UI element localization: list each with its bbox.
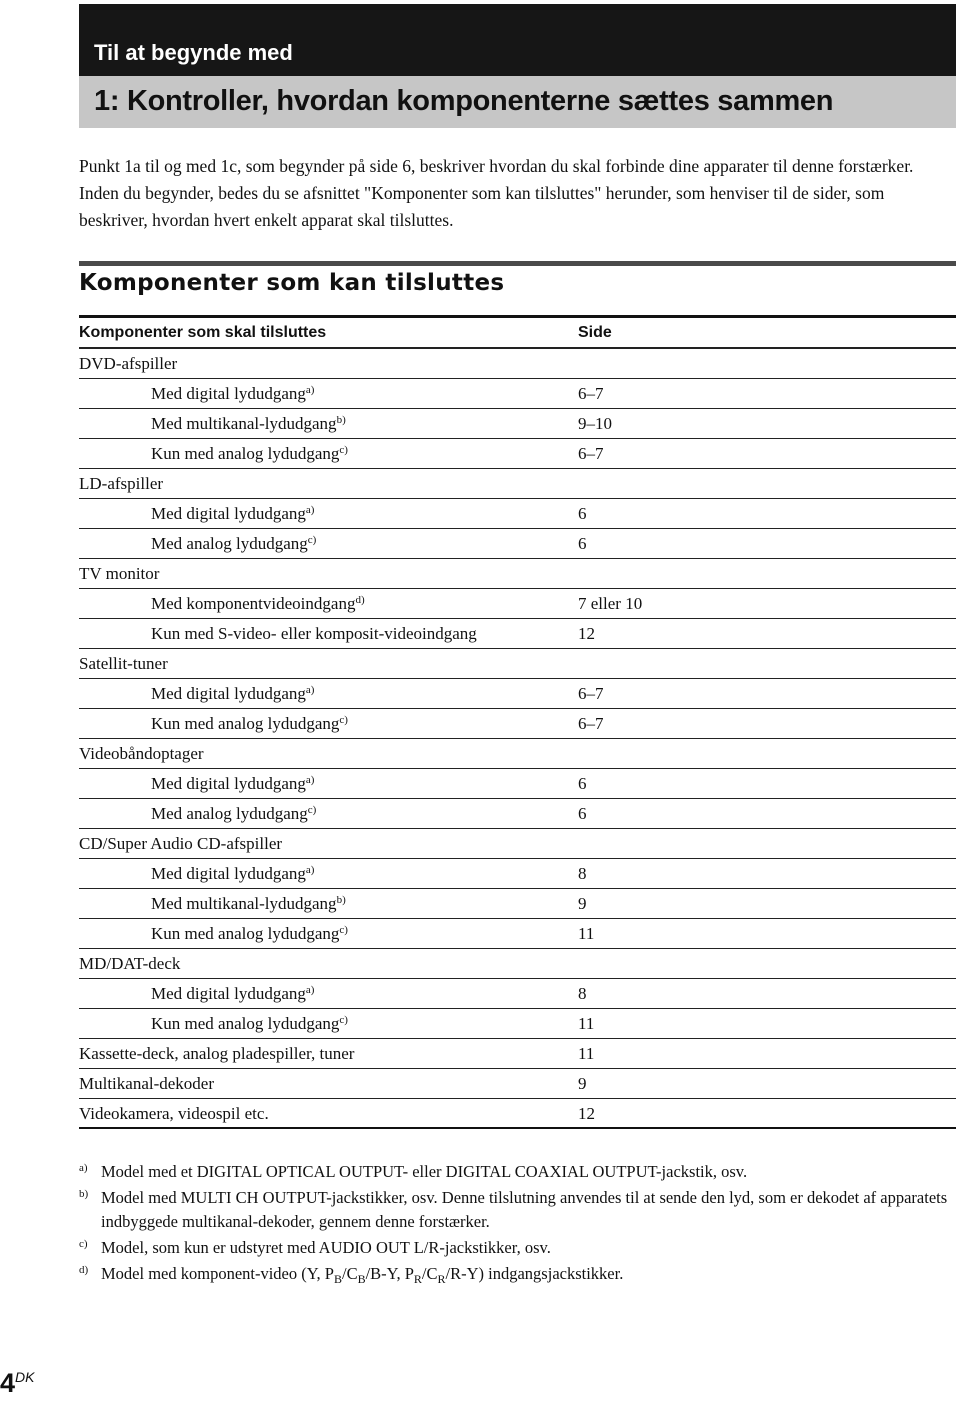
- page-reference: 9–10: [578, 414, 612, 433]
- table-row: [79, 829, 956, 859]
- page-number: $4^{DK}$: [0, 1368, 35, 1398]
- component-variant: Med digital lydudgang$^{a)}$: [151, 984, 315, 1003]
- section-rule: [79, 261, 956, 266]
- component-name: TV monitor: [79, 564, 160, 583]
- page-reference: 6–7: [578, 684, 604, 703]
- footnote-ref: c): [339, 1014, 348, 1026]
- page-reference: 6: [578, 534, 587, 553]
- footnote-text: Model, som kun er udstyret med AUDIO OUT L/R-jackstikker, osv.: [101, 1238, 551, 1257]
- page-reference: 6–7: [578, 714, 604, 733]
- component-variant: Med multikanal-lydudgang$^{b)}$: [151, 414, 346, 433]
- table-row: [79, 1099, 956, 1129]
- table-row: [79, 1039, 956, 1069]
- footnote-mark: a): [79, 1162, 88, 1174]
- footnote-ref: b): [336, 894, 346, 906]
- component-name: Multikanal-dekoder: [79, 1074, 215, 1093]
- page-reference: 6–7: [578, 384, 604, 403]
- footnote-mark: c): [79, 1238, 88, 1250]
- page-title: 1: Kontroller, hvordan komponenterne sættes sammen: [79, 76, 956, 128]
- table-row: [79, 889, 956, 919]
- table-row: [79, 979, 956, 1009]
- table-row: [79, 949, 956, 979]
- page-reference: 11: [578, 1014, 595, 1033]
- page-reference: 8: [578, 984, 587, 1003]
- page-reference: 6: [578, 804, 587, 823]
- footnote-ref: c): [307, 534, 317, 546]
- components-table: [79, 315, 956, 1129]
- component-variant: Med digital lydudgang$^{a)}$: [151, 774, 315, 793]
- footnote-ref: c): [307, 804, 317, 816]
- section-title: Komponenter som kan tilsluttes: [79, 270, 505, 296]
- table-row: [79, 709, 956, 739]
- table-row: [79, 409, 956, 439]
- component-name: MD/DAT-deck: [79, 954, 181, 973]
- page-reference: 6: [578, 504, 587, 523]
- footnote-a: [79, 1160, 956, 1184]
- table-row: [79, 589, 956, 619]
- table-header-row: [79, 318, 956, 349]
- footnote-b: [79, 1186, 956, 1234]
- table-row: [79, 439, 956, 469]
- table-row: [79, 1009, 956, 1039]
- footnote-ref: a): [305, 504, 315, 516]
- footnote-mark: b): [79, 1188, 89, 1200]
- component-variant: Med komponentvideoindgang$^{d)}$: [151, 594, 365, 613]
- footnotes: [79, 1160, 956, 1288]
- table-row: [79, 529, 956, 559]
- component-name: Videokamera, videospil etc.: [79, 1104, 269, 1123]
- footnote-mark: d): [79, 1264, 89, 1276]
- table-row: [79, 349, 956, 379]
- footnote-c: [79, 1236, 956, 1260]
- page-reference: 9: [578, 894, 587, 913]
- footnote-text: Model med MULTI CH OUTPUT-jackstikker, osv. Denne tilslutning anvendes til at sende den lyd, som er dekodet af apparatets indbyggede multikanal-dekoder, gennem denne forstærker.: [101, 1188, 948, 1231]
- intro-paragraph: Punkt 1a til og med 1c, som begynder på side 6, beskriver hvordan du skal forbinde dine apparater til denne forstærker. Inden du begynder, bedes du se afsnittet "Komponenter som kan tilsluttes" herunder, som henviser til de sider, som beskriver, hvordan hvert enkelt apparat skal tilsluttes.: [79, 156, 914, 230]
- footnote-ref: a): [305, 384, 315, 396]
- table-row: [79, 469, 956, 499]
- component-variant: Med digital lydudgang$^{a)}$: [151, 864, 315, 883]
- component-name: DVD-afspiller: [79, 354, 178, 373]
- table-row: [79, 919, 956, 949]
- page-reference: 12: [578, 624, 595, 643]
- table-row: [79, 499, 956, 529]
- component-name: CD/Super Audio CD-afspiller: [79, 834, 283, 853]
- component-name: Videobåndoptager: [79, 744, 204, 763]
- table-row: [79, 769, 956, 799]
- page-reference: 8: [578, 864, 587, 883]
- component-variant: Kun med analog lydudgang$^{c)}$: [151, 444, 348, 463]
- component-variant: Med analog lydudgang$^{c)}$: [151, 534, 317, 553]
- component-variant: Med multikanal-lydudgang$^{b)}$: [151, 894, 346, 913]
- column-header-page: Side: [578, 324, 612, 341]
- table-row: [79, 859, 956, 889]
- table-row: [79, 559, 956, 589]
- page-reference: 6: [578, 774, 587, 793]
- component-variant: Med analog lydudgang$^{c)}$: [151, 804, 317, 823]
- footnote-ref: a): [305, 684, 315, 696]
- page-reference: 11: [578, 1044, 595, 1063]
- chapter-category: Til at begynde med: [79, 4, 956, 76]
- chapter-header: [79, 4, 956, 128]
- page-reference: 12: [578, 1104, 595, 1123]
- footnote-ref: c): [339, 714, 348, 726]
- table-row: [79, 379, 956, 409]
- footnote-ref: c): [339, 924, 348, 936]
- page-reference: 6–7: [578, 444, 604, 463]
- footnote-ref: b): [336, 414, 346, 426]
- component-variant: Kun med S-video- eller komposit-videoindgang: [151, 624, 477, 643]
- component-name: Satellit-tuner: [79, 654, 168, 673]
- page-reference: 11: [578, 924, 595, 943]
- table-row: [79, 799, 956, 829]
- table-row: [79, 679, 956, 709]
- column-header-component: Komponenter som skal tilsluttes: [79, 324, 327, 341]
- footnote-ref: a): [305, 774, 315, 786]
- table-row: [79, 739, 956, 769]
- footnote-text: Model med et DIGITAL OPTICAL OUTPUT- eller DIGITAL COAXIAL OUTPUT-jackstik, osv.: [101, 1162, 748, 1181]
- footnote-ref: c): [339, 444, 348, 456]
- component-name: Kassette-deck, analog pladespiller, tuner: [79, 1044, 355, 1063]
- component-name: LD-afspiller: [79, 474, 164, 493]
- component-variant: Med digital lydudgang$^{a)}$: [151, 384, 315, 403]
- component-variant: Med digital lydudgang$^{a)}$: [151, 504, 315, 523]
- component-variant: Kun med analog lydudgang$^{c)}$: [151, 714, 348, 733]
- page-reference: 9: [578, 1074, 587, 1093]
- table-row: [79, 1069, 956, 1099]
- table-row: [79, 619, 956, 649]
- footnote-ref: a): [305, 864, 315, 876]
- footnote-ref: a): [305, 984, 315, 996]
- footnote-text: Model med komponent-video (Y, $P_B/C_B/B-Y$, $P_R/C_R/R-Y$) indgangsjackstikker.: [101, 1264, 624, 1286]
- component-variant: Kun med analog lydudgang$^{c)}$: [151, 1014, 348, 1033]
- component-variant: Med digital lydudgang$^{a)}$: [151, 684, 315, 703]
- page-reference: 7 eller 10: [578, 594, 643, 613]
- footnote-d: [79, 1262, 956, 1286]
- component-variant: Kun med analog lydudgang$^{c)}$: [151, 924, 348, 943]
- footnote-ref: d): [355, 594, 365, 606]
- table-row: [79, 649, 956, 679]
